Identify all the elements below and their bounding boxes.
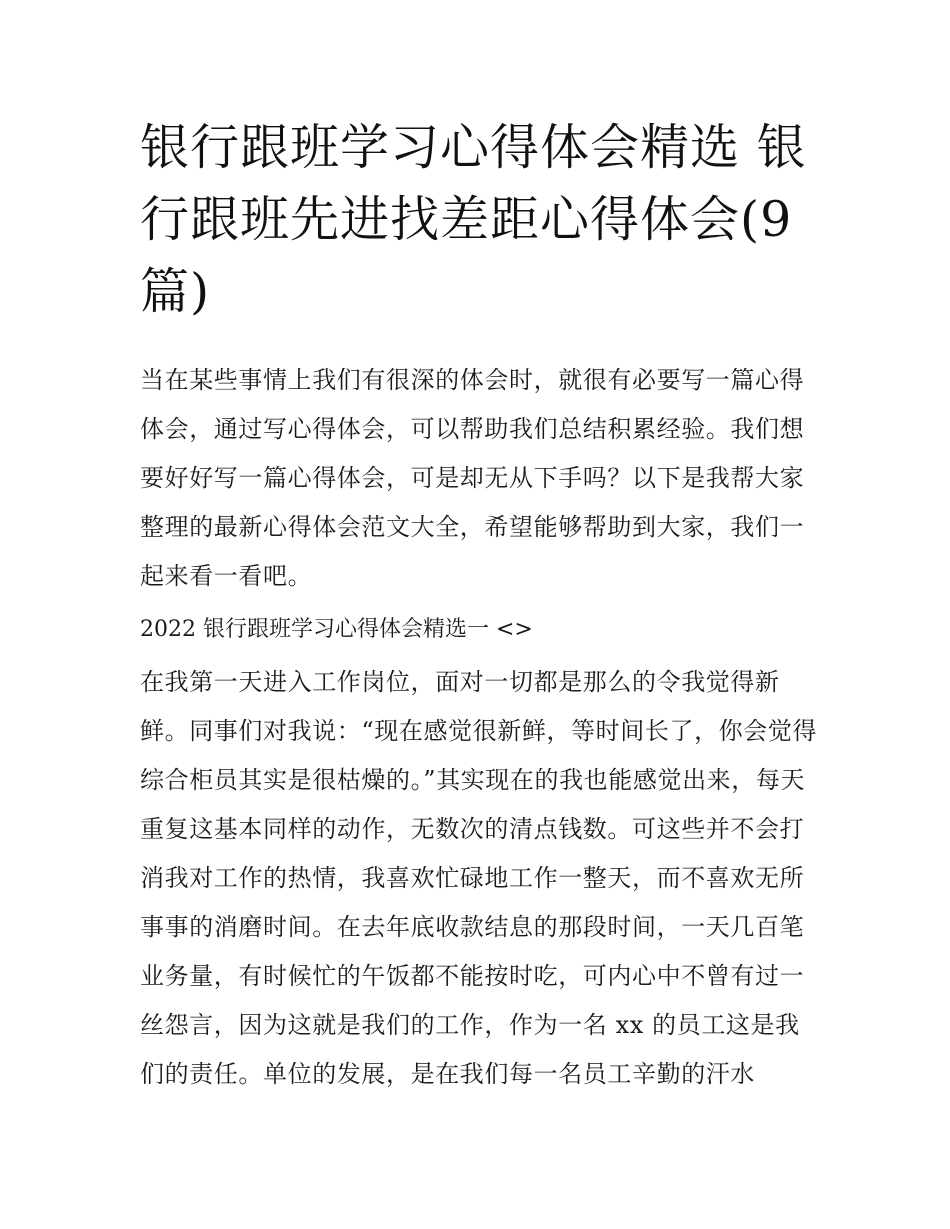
body-paragraph: 在我第一天进入工作岗位，面对一切都是那么的令我觉得新鲜。同事们对我说：“现在感觉很新鲜，等时间长了，你会觉得综合柜员其实是很枯燥的。”其实现在的我也能感觉出来，每天重复这基本同样的动作，无数次的清点钱数。可这些并不会打消我对工作的热情，我喜欢忙碌地工作一整天，而不喜欢无所事事的消磨时间。在去年底收款结息的那段时间，一天几百笔业务量，有时候忙的午饭都不能按时吃，可内心中不曾有过一丝怨言，因为这就是我们的工作，作为一名 xx 的员工这是我们的责任。单位的发展，是在我们每一名员工辛勤的汗水 <box>140 668 818 1088</box>
document-title: 银行跟班学习心得体会精选 银行跟班先进找差距心得体会(9篇) <box>140 119 807 320</box>
section-heading: 2022 银行跟班学习心得体会精选一 <> <box>140 617 533 642</box>
intro-paragraph: 当在某些事情上我们有很深的体会时，就很有必要写一篇心得体会，通过写心得体会，可以帮助我们总结积累经验。我们想要好好写一篇心得体会，可是却无从下手吗？以下是我帮大家整理的最新心得体会范文大全，希望能够帮助到大家，我们一起来看一看吧。 <box>140 366 805 590</box>
